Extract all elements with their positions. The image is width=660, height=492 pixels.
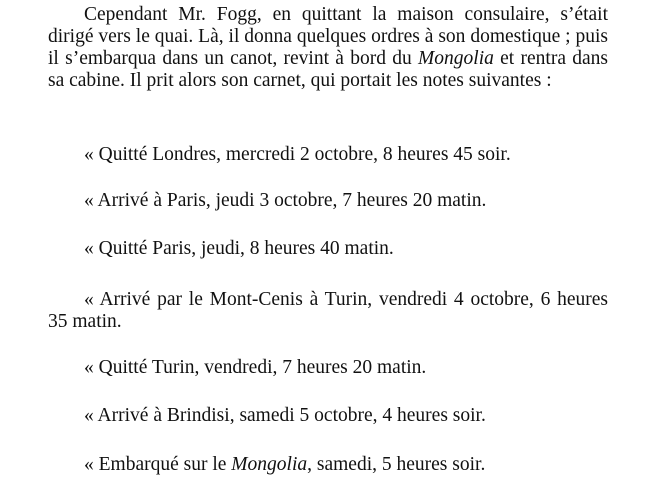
intro-text-part1: Cependant Mr. Fogg, en quittant la maison consulaire, s’était dirigé vers le quai. Là, il donna quelques ordres à son domestique ; puis il s’embarqua dans un canot, revint à bord du <box>48 4 608 69</box>
intro-text-part2: et rentra dans sa cabine. Il prit alors son carnet, qui portait les notes suivantes : <box>48 48 608 91</box>
note-mongolia-post: , samedi, 5 heures soir. <box>307 454 486 475</box>
document-page <box>48 4 608 475</box>
note-paris-departure: « Quitté Paris, jeudi, 8 heures 40 matin. <box>84 238 394 259</box>
note-mongolia-pre: « Embarqué sur le <box>84 454 232 475</box>
note-paris-arrival: « Arrivé à Paris, jeudi 3 octobre, 7 heures 20 matin. <box>84 190 487 211</box>
ship-name-italic: Mongolia <box>231 454 308 475</box>
note-turin-departure: « Quitté Turin, vendredi, 7 heures 20 matin. <box>84 357 427 378</box>
note-turin-arrival: « Arrivé par le Mont-Cenis à Turin, vendredi 4 octobre, 6 heures 35 matin. <box>48 289 608 332</box>
note-brindisi-arrival: « Arrivé à Brindisi, samedi 5 octobre, 4 heures soir. <box>84 405 486 426</box>
ship-name-italic: Mongolia <box>418 48 494 69</box>
note-london-departure: « Quitté Londres, mercredi 2 octobre, 8 heures 45 soir. <box>84 144 511 165</box>
intro-paragraph <box>48 4 608 92</box>
note-mongolia-boarding <box>48 454 608 476</box>
